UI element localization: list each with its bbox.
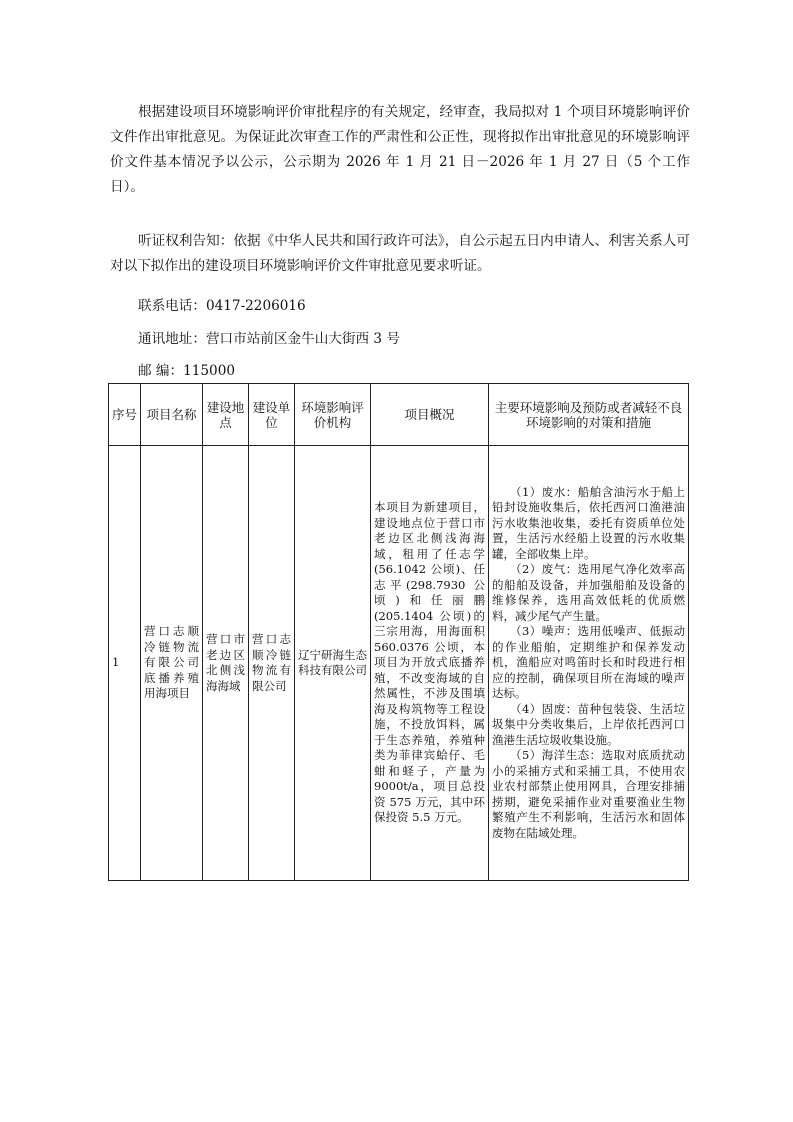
cell-overview: 本项目为新建项目，建设地点位于营口市老边区北侧浅海海域，租用了任志学(56.1042 公顷)、任志平(298.7930 公顷)和任丽鹏(205.1404 公顷)的三宗用海，用海面积 560.0376 公顷，本项目为开放式底播养殖，不改变海域的自然属性，不涉及围填海及构筑物等工程设施，不投放饵料，属于生态养殖，养殖种类为菲律宾蛤仔、毛蚶和蛏子，产量为 9000t/a，项目总投资 575 万元，其中环保投资 5.5 万元。 [371,446,489,881]
header-agency: 环境影响评价机构 [295,384,371,446]
cell-no: 1 [109,446,141,881]
header-measures: 主要环境影响及预防或者减轻不良环境影响的对策和措施 [489,384,689,446]
intro-paragraph-2: 听证权利告知：依据《中华人民共和国行政许可法》，自公示起五日内申请人、利害关系人可对以下拟作出的建设项目环境影响评价文件审批意见要求听证。 [110,233,690,274]
measure-marine-ecology: （5）海洋生态：选取对底质扰动小的采捕方式和采捕工具，不使用农业农村部禁止使用网具，合理安排捕捞期，避免采捕作业对重要渔业生物繁殖产生不利影响，生活污水和固体废物在陆域处理。 [492,748,685,840]
intro-paragraph-1: 根据建设项目环境影响评价审批程序的有关规定，经审查，我局拟对 1 个项目环境影响评价文件作出审批意见。为保证此次审查工作的严肃性和公正性，现将拟作出审批意见的环境影响评价文件基本情况予以公示，公示期为 2026 年 1 月 21 日－2026 年 1 月 27 日（5 个工作日）。 [110,104,690,195]
contact-phone: 联系电话：0417-2206016 [138,298,306,314]
cell-unit: 营口志顺冷链物流有限公司 [249,446,295,881]
header-overview: 项目概况 [371,384,489,446]
measure-wastewater: （1）废水：船舶含油污水于船上铅封设施收集后，依托西河口渔港油污水收集池收集，委托有资质单位处置，生活污水经船上设置的污水收集罐，全部收集上岸。 [492,484,685,561]
header-project: 项目名称 [141,384,203,446]
measure-solid-waste: （4）固废：苗种包装袋、生活垃圾集中分类收集后，上岸依托西河口渔港生活垃圾收集设施。 [492,701,685,747]
cell-project: 营口志顺冷链物流有限公司底播养殖用海项目 [141,446,203,881]
contact-address: 通讯地址：营口市站前区金牛山大街西 3 号 [138,331,400,347]
cell-location: 营口市老边区北侧浅海海域 [203,446,249,881]
header-location: 建设地点 [203,384,249,446]
table-row [109,446,689,881]
contact-postcode: 邮 编：115000 [138,363,235,379]
header-no: 序号 [109,384,141,446]
cell-measures [489,446,689,881]
table-header-row [109,384,689,446]
header-unit: 建设单位 [249,384,295,446]
cell-agency: 辽宁研海生态科技有限公司 [295,446,371,881]
approval-table [108,383,689,881]
measure-exhaust: （2）废气：选用尾气净化效率高的船舶及设备，并加强船舶及设备的维修保养，选用高效低耗的优质燃料，减少尾气产生量。 [492,562,685,623]
measure-noise: （3）噪声：选用低噪声、低振动的作业船舶，定期维护和保养发动机，渔船应对鸣笛时长和时段进行相应的控制，确保项目所在海域的噪声达标。 [492,624,685,701]
